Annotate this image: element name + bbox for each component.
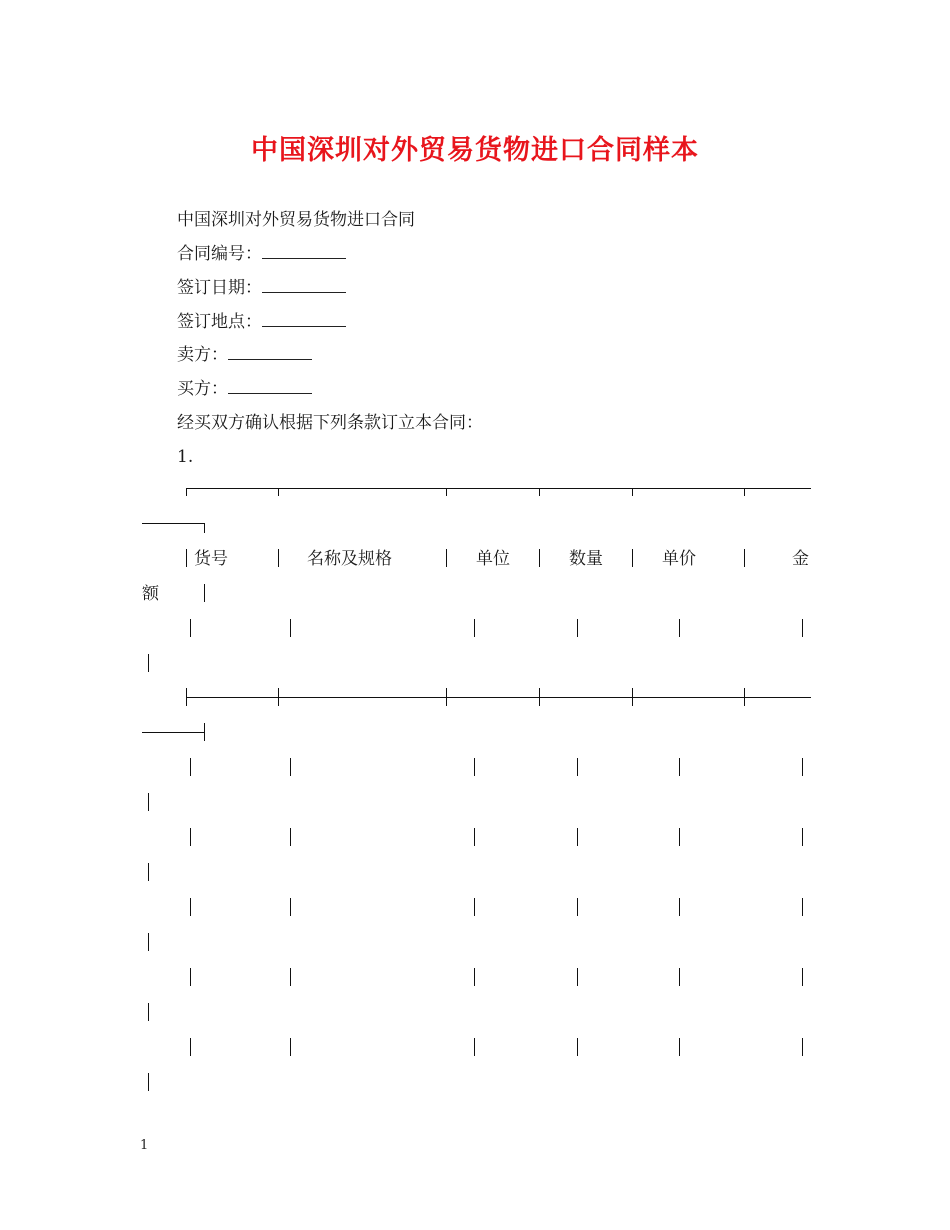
intro-text: 经买双方确认根据下列条款订立本合同：: [177, 413, 483, 433]
cell-divider: [802, 758, 803, 776]
table-top-border: [186, 488, 811, 489]
contract-subtitle: 中国深圳对外贸易货物进口合同: [177, 210, 415, 230]
table-tick: [744, 488, 745, 496]
cell-divider: [190, 1038, 191, 1056]
document-title: 中国深圳对外贸易货物进口合同样本: [251, 135, 699, 166]
page-number: 1: [140, 1138, 149, 1153]
cell-divider: [679, 828, 680, 846]
cell-divider: [474, 898, 475, 916]
cell-divider: [148, 654, 149, 672]
cell-divider: [577, 1038, 578, 1056]
cell-divider: [190, 898, 191, 916]
table-junction: [204, 723, 205, 741]
table-junction: [446, 688, 447, 706]
cell-divider: [446, 549, 447, 567]
cell-divider: [190, 828, 191, 846]
header-quantity: 数量: [569, 549, 603, 569]
cell-divider: [290, 828, 291, 846]
cell-divider: [577, 968, 578, 986]
header-unit: 单位: [476, 549, 510, 569]
header-amount-part1: 金: [792, 549, 809, 569]
cell-divider: [190, 968, 191, 986]
field-label: 买方：: [177, 379, 228, 399]
header-unit-price: 单价: [662, 549, 696, 569]
clause-number: 1.: [177, 447, 194, 467]
cell-divider: [577, 828, 578, 846]
cell-divider: [290, 619, 291, 637]
cell-divider: [204, 584, 205, 602]
table-tick: [446, 488, 447, 496]
table-corner: [186, 488, 187, 496]
field-label: 签订地点：: [177, 312, 262, 332]
cell-divider: [474, 619, 475, 637]
cell-divider: [539, 549, 540, 567]
cell-divider: [474, 968, 475, 986]
cell-divider: [190, 619, 191, 637]
header-amount-part2: 额: [142, 584, 159, 604]
cell-divider: [186, 549, 187, 567]
cell-divider: [802, 1038, 803, 1056]
cell-divider: [632, 549, 633, 567]
cell-divider: [278, 549, 279, 567]
cell-divider: [290, 758, 291, 776]
cell-divider: [679, 968, 680, 986]
cell-divider: [474, 758, 475, 776]
table-junction: [539, 688, 540, 706]
cell-divider: [577, 758, 578, 776]
field-label: 签订日期：: [177, 278, 262, 298]
cell-divider: [474, 828, 475, 846]
cell-divider: [190, 758, 191, 776]
cell-divider: [679, 1038, 680, 1056]
cell-divider: [802, 619, 803, 637]
field-label: 合同编号：: [177, 244, 262, 264]
table-tick: [278, 488, 279, 496]
field-label: 卖方：: [177, 345, 228, 365]
table-top-border-wrap: [142, 523, 205, 524]
table-tick: [632, 488, 633, 496]
cell-divider: [679, 619, 680, 637]
cell-divider: [148, 1073, 149, 1091]
table-junction: [632, 688, 633, 706]
cell-divider: [577, 898, 578, 916]
header-item-no: 货号: [194, 549, 228, 569]
cell-divider: [290, 968, 291, 986]
cell-divider: [148, 933, 149, 951]
cell-divider: [148, 863, 149, 881]
cell-divider: [802, 898, 803, 916]
table-separator: [186, 697, 811, 698]
cell-divider: [802, 968, 803, 986]
cell-divider: [148, 793, 149, 811]
cell-divider: [290, 898, 291, 916]
cell-divider: [148, 1003, 149, 1021]
table-corner: [204, 523, 205, 533]
cell-divider: [679, 898, 680, 916]
cell-divider: [577, 619, 578, 637]
cell-divider: [679, 758, 680, 776]
header-name-spec: 名称及规格: [307, 549, 392, 569]
cell-divider: [290, 1038, 291, 1056]
table-tick: [539, 488, 540, 496]
table-junction: [278, 688, 279, 706]
cell-divider: [474, 1038, 475, 1056]
cell-divider: [802, 828, 803, 846]
cell-divider: [744, 549, 745, 567]
table-junction: [744, 688, 745, 706]
table-separator-wrap: [142, 732, 205, 733]
